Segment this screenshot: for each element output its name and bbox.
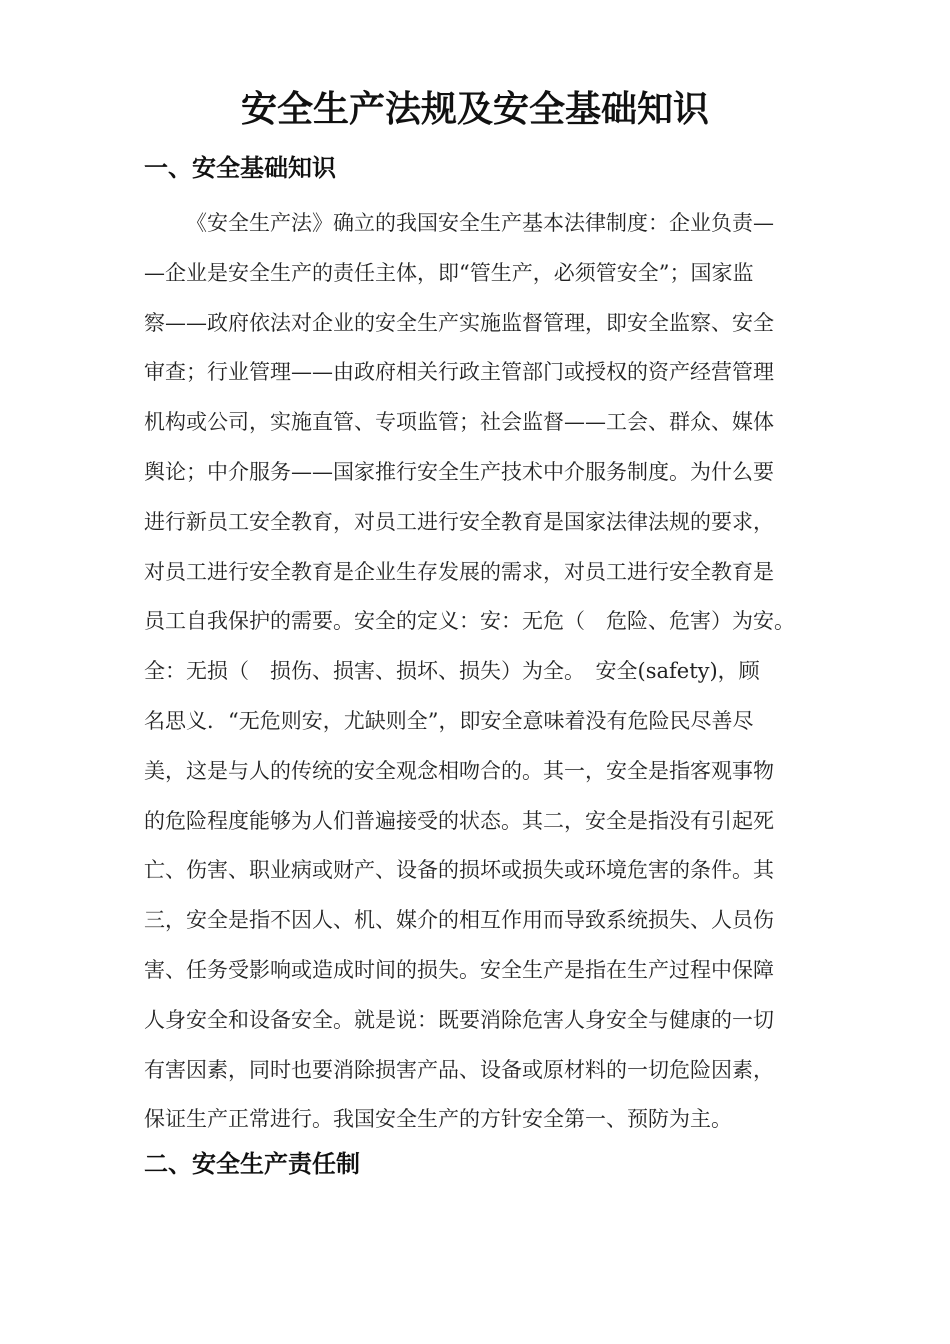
section-heading-safety-basics: 一、安全基础知识 (144, 153, 336, 182)
section-heading-responsibility: 二、安全生产责任制 (144, 1149, 360, 1178)
paragraph-line: 保证生产正常进行。我国安全生产的方针安全第一、预防为主。 (144, 1107, 732, 1132)
paragraph-line: 察——政府依法对企业的安全生产实施监督管理，即安全监察、安全 (144, 310, 774, 335)
paragraph-line: 三，安全是指不因人、机、媒介的相互作用而导致系统损失、人员伤 (144, 908, 774, 933)
paragraph-line: 机构或公司，实施直管、专项监管；社会监督——工会、群众、媒体 (144, 410, 774, 435)
paragraph-line: —企业是安全生产的责任主体，即“管生产，必须管安全”；国家监 (144, 260, 754, 285)
document-title: 安全生产法规及安全基础知识 (240, 88, 709, 130)
paragraph-line: 亡、伤害、职业病或财产、设备的损坏或损失或环境危害的条件。其 (144, 858, 774, 883)
paragraph-line: 舆论；中介服务——国家推行安全生产技术中介服务制度。为什么要 (144, 459, 774, 484)
paragraph-line: 进行新员工安全教育，对员工进行安全教育是国家法律法规的要求， (144, 509, 774, 534)
body-paragraph (144, 199, 820, 1145)
paragraph-line: 有害因素，同时也要消除损害产品、设备或原材料的一切危险因素， (144, 1057, 774, 1082)
paragraph-line: 对员工进行安全教育是企业生存发展的需求，对员工进行安全教育是 (144, 559, 774, 584)
paragraph-line: 害、任务受影响或造成时间的损失。安全生产是指在生产过程中保障 (144, 957, 774, 982)
paragraph-line: 审查；行业管理——由政府相关行政主管部门或授权的资产经营管理 (144, 360, 774, 385)
paragraph-line: 全：无损（ 损伤、损害、损坏、损失）为全。 安全(safety)，顾 (144, 659, 760, 684)
paragraph-line: 名思义．“无危则安，尤缺则全”，即安全意味着没有危险民尽善尽 (144, 708, 754, 733)
paragraph-line: 员工自我保护的需要。安全的定义：安：无危（ 危险、危害）为安。 (144, 609, 795, 634)
paragraph-line: 《安全生产法》确立的我国安全生产基本法律制度：企业负责— (186, 211, 774, 235)
paragraph-line: 人身安全和设备安全。就是说：既要消除危害人身安全与健康的一切 (144, 1007, 774, 1032)
paragraph-line: 的危险程度能够为人们普遍接受的状态。其二，安全是指没有引起死 (144, 808, 774, 833)
paragraph-line: 美，这是与人的传统的安全观念相吻合的。其一，安全是指客观事物 (144, 758, 774, 783)
